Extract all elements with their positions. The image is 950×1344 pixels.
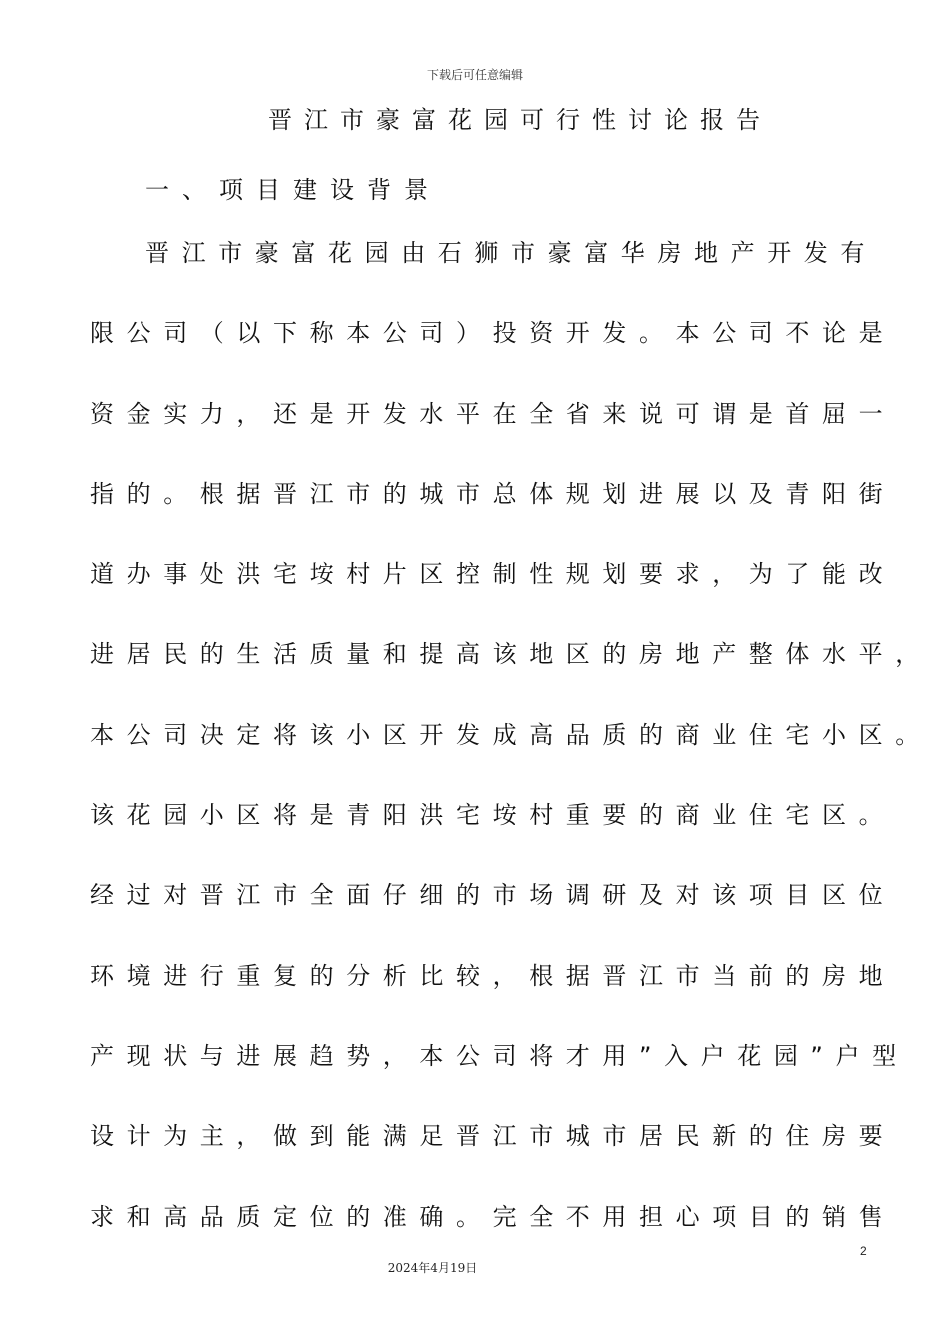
body-line: 该花园小区将是青阳洪宅垵村重要的商业住宅区。	[90, 801, 896, 830]
body-line: 晋江市豪富花园由石狮市豪富华房地产开发有	[145, 239, 877, 267]
header-note: 下载后可任意编辑	[426, 68, 523, 82]
footer-date: 2024年4月19日	[387, 1261, 478, 1275]
body-line: 求和高品质定位的准确。完全不用担心项目的销售	[90, 1202, 896, 1231]
body-line: 设计为主，做到能满足晋江市城市居民新的住房要	[90, 1122, 896, 1151]
document-title: 晋江市豪富花园可行性讨论报告	[268, 106, 772, 134]
body-line: 资金实力，还是开发水平在全省来说可谓是首屈一	[90, 399, 896, 428]
body-line: 指的。根据晋江市的城市总体规划进展以及青阳街	[90, 479, 896, 508]
body-line: 经过对晋江市全面仔细的市场调研及对该项目区位	[90, 881, 896, 910]
body-line: 道办事处洪宅垵村片区控制性规划要求，为了能改	[90, 560, 896, 589]
body-line: 产现状与进展趋势，本公司将才用”入户花园”户型	[90, 1041, 909, 1070]
body-text	[90, 236, 932, 1280]
body-line: 进居民的生活质量和提高该地区的房地产整体水平，	[90, 640, 932, 669]
section-heading: 一、项目建设背景	[145, 176, 441, 204]
page-number: 2	[860, 1244, 867, 1258]
body-line: 本公司决定将该小区开发成高品质的商业住宅小区。	[90, 720, 932, 749]
body-line: 限公司（以下称本公司）投资开发。本公司不论是	[90, 319, 896, 348]
body-line: 环境进行重复的分析比较，根据晋江市当前的房地	[90, 961, 896, 990]
